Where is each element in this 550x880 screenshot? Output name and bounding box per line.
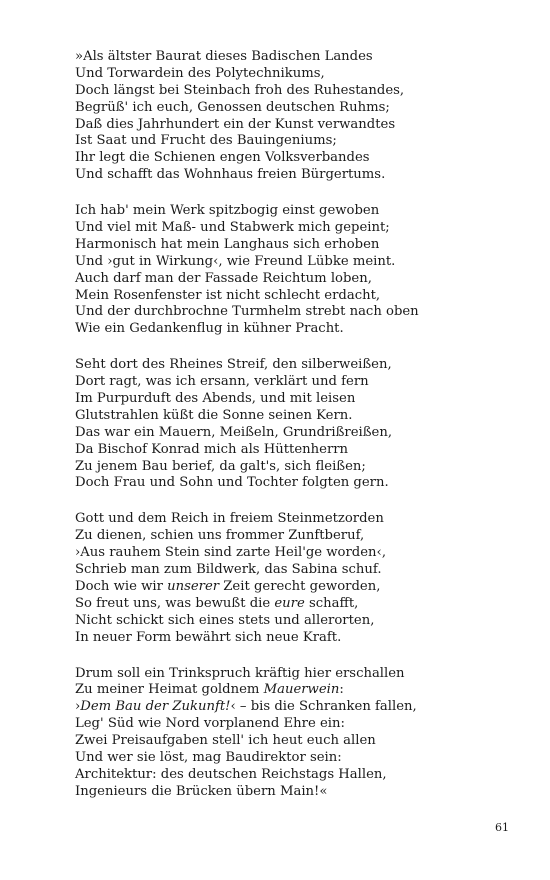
verse-line xyxy=(75,83,515,100)
line-text: Leg' Süd wie Nord vorplanend Ehre ein: xyxy=(75,716,345,732)
verse-line xyxy=(75,271,515,288)
line-text: Wie ein Gedankenflug in kühner Pracht. xyxy=(75,321,344,337)
verse-line xyxy=(75,220,515,237)
verse-line xyxy=(75,596,515,613)
line-text: Dort ragt, was ich ersann, verklärt und fern xyxy=(75,374,369,390)
line-text: Und ›gut in Wirkung‹, wie Freund Lübke meint. xyxy=(75,253,396,269)
verse-line xyxy=(75,630,515,647)
line-text: ‹ – bis die Schranken fallen, xyxy=(230,699,417,715)
verse-line xyxy=(75,117,515,134)
verse-line xyxy=(75,682,515,699)
line-text: Seht dort des Rheines Streif, den silberweißen, xyxy=(75,357,392,373)
verse-line xyxy=(75,254,515,271)
line-text: Auch darf man der Fassade Reichtum loben, xyxy=(75,270,372,286)
line-text: Drum soll ein Trinkspruch kräftig hier erschallen xyxy=(75,665,405,681)
line-text: Daß dies Jahrhundert ein der Kunst verwandtes xyxy=(75,116,396,132)
stanza xyxy=(75,49,515,184)
italic-text: eure xyxy=(274,595,305,611)
verse-line xyxy=(75,425,515,442)
line-text: schafft, xyxy=(304,595,359,611)
line-text: In neuer Form bewährt sich neue Kraft. xyxy=(75,629,342,645)
line-text: Und Torwardein des Polytechnikums, xyxy=(75,65,325,81)
line-text: Und viel mit Maß- und Stabwerk mich gepeint; xyxy=(75,220,390,236)
verse-line xyxy=(75,100,515,117)
verse-line xyxy=(75,150,515,167)
verse-line xyxy=(75,666,515,683)
verse-line xyxy=(75,716,515,733)
verse-line xyxy=(75,475,515,492)
line-text: Ich hab' mein Werk spitzbogig einst gewoben xyxy=(75,203,380,219)
verse-line xyxy=(75,579,515,596)
poem-body xyxy=(75,49,515,801)
verse-line xyxy=(75,203,515,220)
line-text: Begrüß' ich euch, Genossen deutschen Ruhms; xyxy=(75,99,390,115)
verse-line xyxy=(75,408,515,425)
verse-line xyxy=(75,750,515,767)
line-text: Und der durchbrochne Turmhelm strebt nach oben xyxy=(75,304,419,320)
stanza xyxy=(75,511,515,646)
stanza xyxy=(75,357,515,492)
line-text: Harmonisch hat mein Langhaus sich erhoben xyxy=(75,236,380,252)
italic-text: Dem Bau der Zukunft! xyxy=(80,699,231,715)
verse-line xyxy=(75,304,515,321)
verse-line xyxy=(75,391,515,408)
line-text: Ingenieurs die Brücken übern Main!« xyxy=(75,783,328,799)
verse-line xyxy=(75,699,515,716)
verse-line xyxy=(75,66,515,83)
line-text: ›Aus rauhem Stein sind zarte Heil'ge worden‹, xyxy=(75,545,387,561)
line-text: Und wer sie löst, mag Baudirektor sein: xyxy=(75,749,342,765)
verse-line xyxy=(75,49,515,66)
italic-text: unserer xyxy=(167,578,220,594)
verse-line xyxy=(75,511,515,528)
line-text: Nicht schickt sich eines stets und allerorten, xyxy=(75,612,375,628)
line-text: Zwei Preisaufgaben stell' ich heut euch allen xyxy=(75,733,376,749)
verse-line xyxy=(75,784,515,801)
line-text: So freut uns, was bewußt die xyxy=(75,595,275,611)
verse-line xyxy=(75,767,515,784)
verse-line xyxy=(75,442,515,459)
line-text: »Als ältster Baurat dieses Badischen Landes xyxy=(75,49,373,64)
line-text: Ist Saat und Frucht des Bauingeniums; xyxy=(75,133,337,149)
line-text: Und schafft das Wohnhaus freien Bürgertums. xyxy=(75,167,386,183)
line-text: Doch Frau und Sohn und Tochter folgten gern. xyxy=(75,475,389,491)
verse-line xyxy=(75,133,515,150)
line-text: Glutstrahlen küßt die Sonne seinen Kern. xyxy=(75,407,353,423)
verse-line xyxy=(75,357,515,374)
line-text: Mein Rosenfenster ist nicht schlecht erdacht, xyxy=(75,287,381,303)
line-text: Im Purpurduft des Abends, und mit leisen xyxy=(75,391,356,407)
line-text: Das war ein Mauern, Meißeln, Grundrißreißen, xyxy=(75,424,393,440)
verse-line xyxy=(75,562,515,579)
line-text: Zeit gerecht geworden, xyxy=(219,578,381,594)
line-text: Zu dienen, schien uns frommer Zunftberuf, xyxy=(75,528,365,544)
verse-line xyxy=(75,288,515,305)
italic-text: Mauerwein xyxy=(263,682,340,698)
verse-line xyxy=(75,459,515,476)
verse-line xyxy=(75,374,515,391)
stanza xyxy=(75,203,515,338)
line-text: Schrieb man zum Bildwerk, das Sabina schuf. xyxy=(75,562,382,578)
line-text: Architektur: des deutschen Reichstags Hallen, xyxy=(75,766,387,782)
line-text: Doch wie wir xyxy=(75,578,168,594)
poem-page xyxy=(75,49,515,820)
stanza xyxy=(75,666,515,801)
line-text: Gott und dem Reich in freiem Steinmetzorden xyxy=(75,511,384,527)
verse-line xyxy=(75,545,515,562)
verse-line xyxy=(75,733,515,750)
line-text: Da Bischof Konrad mich als Hüttenherrn xyxy=(75,441,349,457)
line-text: Zu meiner Heimat goldnem xyxy=(75,682,264,698)
line-text: Ihr legt die Schienen engen Volksverbandes xyxy=(75,150,370,166)
verse-line xyxy=(75,613,515,630)
verse-line xyxy=(75,528,515,545)
line-text: › xyxy=(75,699,81,715)
line-text: : xyxy=(339,682,344,698)
verse-line xyxy=(75,321,515,338)
page-number: 61 xyxy=(495,821,509,834)
verse-line xyxy=(75,237,515,254)
line-text: Doch längst bei Steinbach froh des Ruhestandes, xyxy=(75,82,405,98)
verse-line xyxy=(75,167,515,184)
line-text: Zu jenem Bau berief, da galt's, sich fleißen; xyxy=(75,458,366,474)
